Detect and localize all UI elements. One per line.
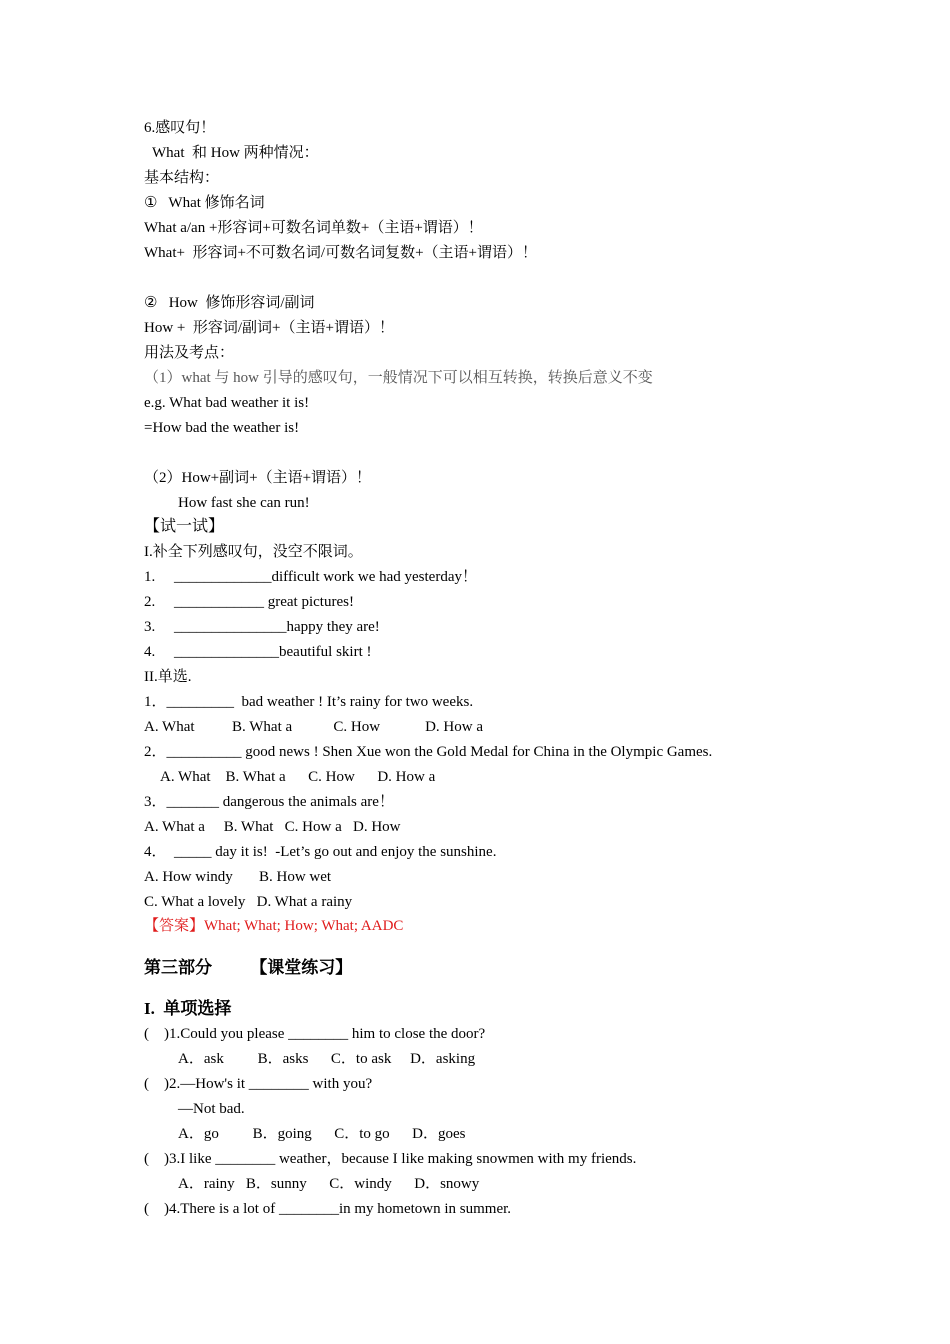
text-line: =How bad the weather is! — [144, 420, 300, 436]
question: ( )3.I like ________ weather，because I like making snowmen with my friends. — [144, 1151, 637, 1167]
part-heading: 第三部分 【课堂练习】 — [144, 958, 353, 977]
text-line: ① What 修饰名词 — [144, 195, 265, 211]
question: 4． _____ day it is! -Let’s go out and enjoy the sunshine. — [144, 844, 497, 860]
section-heading: 6.感叹句！ — [144, 120, 216, 136]
text-line: What+ 形容词+不可数名词/可数名词复数+（主语+谓语）！ — [144, 245, 537, 261]
text-line: 基本结构： — [144, 170, 220, 186]
text-line: I.补全下列感叹句，没空不限词。 — [144, 544, 363, 560]
question: 3．_______ dangerous the animals are！ — [144, 794, 394, 810]
subsection-heading: 【试一试】 — [144, 518, 225, 535]
text-line: （2）How+副词+（主语+谓语）！ — [144, 470, 372, 486]
question: 1．_________ bad weather ! It’s rainy for two weeks. — [144, 694, 474, 710]
exercise-item: 3. _______________happy they are! — [144, 619, 380, 635]
question: ( )2.—How's it ________ with you? — [144, 1076, 373, 1092]
exercise-item: 1. _____________difficult work we had yesterday！ — [144, 569, 477, 585]
options: C. What a lovely D. What a rainy — [144, 894, 353, 910]
text-line: —Not bad. — [178, 1101, 245, 1117]
text-line: e.g. What bad weather it is! — [144, 395, 310, 411]
question: ( )4.There is a lot of ________in my hometown in summer. — [144, 1201, 512, 1217]
options: A. What a B. What C. How a D. How — [144, 819, 401, 835]
answer-key: 【答案】What; What; How; What; AADC — [144, 918, 404, 934]
text-line: What 和 How 两种情况： — [152, 145, 319, 161]
text-line: II.单选. — [144, 669, 192, 685]
exercise-item: 4. ______________beautiful skirt ! — [144, 644, 372, 660]
options: A. What B. What a C. How D. How a — [144, 719, 483, 735]
options: A．rainy B．sunny C．windy D．snowy — [178, 1176, 480, 1192]
options: A. How windy B. How wet — [144, 869, 332, 885]
options: A．go B．going C．to go D．goes — [178, 1126, 466, 1142]
text-line: How fast she can run! — [178, 495, 310, 511]
text-line: What a/an +形容词+可数名词单数+（主语+谓语）！ — [144, 220, 483, 236]
text-line: How + 形容词/副词+（主语+谓语）！ — [144, 320, 394, 336]
question: ( )1.Could you please ________ him to close the door? — [144, 1026, 486, 1042]
text-line: 用法及考点： — [144, 345, 235, 361]
text-line: ② How 修饰形容词/副词 — [144, 295, 315, 311]
question: 2．__________ good news ! Shen Xue won the Gold Medal for China in the Olympic Games. — [144, 744, 713, 760]
options: A. What B. What a C. How D. How a — [160, 769, 436, 785]
exercise-item: 2. ____________ great pictures! — [144, 594, 354, 610]
text-line: （1）what 与 how 引导的感叹句，一般情况下可以相互转换，转换后意义不变 — [144, 370, 653, 386]
section-title: I. 单项选择 — [144, 999, 232, 1018]
options: A．ask B．asks C．to ask D．asking — [178, 1051, 476, 1067]
